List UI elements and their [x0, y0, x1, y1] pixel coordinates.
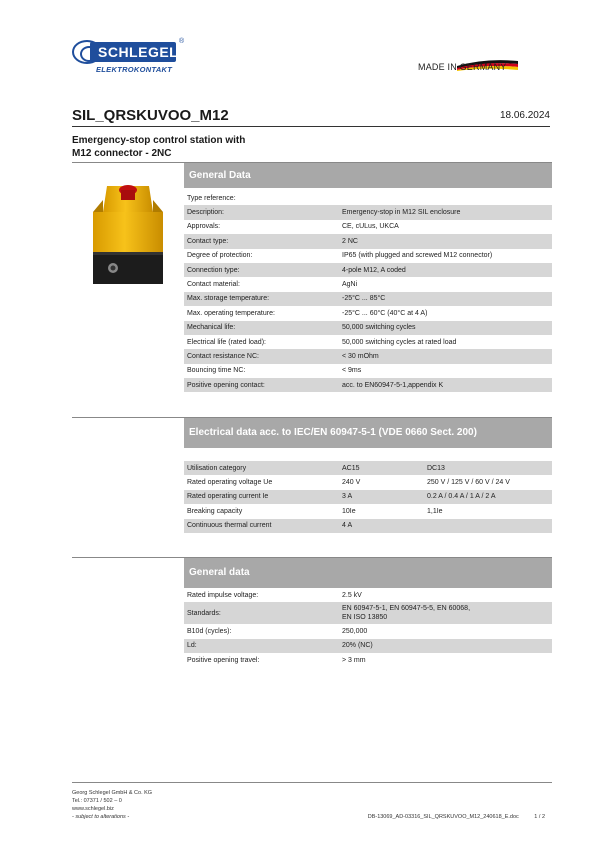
- row-label: Contact material:: [187, 281, 240, 289]
- row-value: Emergency-stop in M12 SIL enclosure: [339, 205, 552, 219]
- schlegel-logo: [72, 40, 184, 76]
- row-label: Contact resistance NC:: [184, 349, 339, 363]
- row-value: [339, 653, 552, 667]
- row-value-dc: 250 V / 125 V / 60 V / 24 V: [427, 479, 510, 487]
- row-value: IP65 (with plugged and screwed M12 connector): [342, 252, 493, 260]
- row-value-line-1: 250,000: [342, 628, 368, 636]
- row-label: Description:: [184, 205, 339, 219]
- row-label: Approvals:: [187, 223, 221, 231]
- document-date: 18.06.2024: [499, 110, 550, 121]
- row-value: < 30 mOhm: [339, 349, 552, 363]
- row-value-ac: AC15: [339, 461, 424, 475]
- general-data-2-heading: General data: [184, 558, 552, 588]
- subtitle-line-1: Emergency-stop control station with: [72, 135, 246, 146]
- logo-wordmark: SCHLEGEL: [90, 42, 176, 62]
- table-row: [184, 588, 552, 602]
- general-data-heading: General Data: [184, 163, 552, 188]
- row-value: CE, cULus, UKCA: [342, 223, 399, 231]
- footer-doc-info: [368, 814, 545, 820]
- row-label: Ld:: [184, 639, 339, 653]
- row-value-line-1: 2.5 kV: [342, 591, 362, 599]
- row-value: 2 NC: [339, 234, 552, 248]
- product-subtitle: [72, 134, 292, 160]
- footer-phone: Tel.: 07371 / 502 – 0: [72, 798, 122, 804]
- row-value-line-1: > 3 mm: [342, 656, 366, 664]
- row-label: Continuous thermal current: [184, 519, 339, 533]
- product-code: SIL_QRSKUVOO_M12: [72, 107, 229, 124]
- table-row: [184, 249, 552, 263]
- table-row: [184, 205, 552, 219]
- table-row: [184, 378, 552, 392]
- row-label: Breaking capacity: [187, 507, 243, 515]
- registered-mark: ®: [179, 38, 185, 45]
- row-value: [339, 602, 552, 624]
- row-value: [339, 588, 552, 602]
- row-label: B10d (cycles):: [187, 628, 232, 636]
- row-value-ac: 4 A: [339, 519, 424, 533]
- row-value-ac: 3 A: [339, 490, 424, 504]
- row-label: Rated operating voltage Ue: [187, 479, 273, 487]
- footer-divider: [72, 782, 552, 783]
- row-label: Max. storage temperature:: [184, 292, 339, 306]
- row-value-dc: 0.2 A / 0.4 A / 1 A / 2 A: [424, 490, 552, 504]
- table-row: [184, 335, 552, 349]
- row-value: < 9ms: [342, 367, 362, 375]
- row-label: Positive opening contact:: [184, 378, 339, 392]
- footer-company: Georg Schlegel GmbH & Co. KG: [72, 790, 153, 796]
- row-label: Type reference:: [187, 194, 236, 202]
- row-label: Max. operating temperature:: [187, 309, 275, 317]
- table-row: [184, 306, 552, 320]
- row-value: [339, 191, 552, 205]
- table-row: [184, 519, 552, 533]
- table-row: [184, 475, 552, 489]
- row-value: -25°C ... 85°C: [339, 292, 552, 306]
- table-row: [184, 220, 552, 234]
- table-row: [184, 490, 552, 504]
- footer-page-number: 1 / 2: [534, 814, 545, 820]
- row-value: AgNi: [342, 281, 358, 289]
- subtitle-line-2: M12 connector - 2NC: [72, 148, 172, 159]
- row-label: Electrical life (rated load):: [187, 338, 266, 346]
- product-image: [85, 172, 170, 292]
- row-label: Mechanical life:: [184, 321, 339, 335]
- row-label: Rated operating current Ie: [184, 490, 339, 504]
- title-row: [72, 107, 550, 127]
- general-data-2-table: [184, 588, 552, 668]
- table-row: [184, 349, 552, 363]
- table-row: [184, 602, 552, 624]
- row-label: Connection type:: [184, 263, 339, 277]
- general-data-table: [184, 191, 552, 392]
- table-row: [184, 191, 552, 205]
- table-row: [184, 364, 552, 378]
- row-label: Bouncing time NC:: [187, 367, 246, 375]
- row-value: acc. to EN60947-5-1,appendix K: [339, 378, 552, 392]
- row-value: [339, 639, 552, 653]
- row-value-line-1: EN 60947-5-1, EN 60947-5-5, EN 60068,: [342, 605, 471, 613]
- row-value-dc: [424, 519, 552, 533]
- row-value-line-1: 20% (NC): [342, 642, 373, 650]
- table-row: [184, 461, 552, 475]
- electrical-data-heading: Electrical data acc. to IEC/EN 60947-5-1 (VDE 0660 Sect. 200): [184, 418, 552, 448]
- table-row: [184, 653, 552, 667]
- row-value: 4-pole M12, A coded: [339, 263, 552, 277]
- row-value-ac: 10Ie: [342, 507, 356, 515]
- row-label: Standards:: [184, 602, 339, 624]
- table-row: [184, 234, 552, 248]
- row-label: Rated impulse voltage:: [187, 591, 259, 599]
- table-row: [184, 624, 552, 638]
- footer-company-info: [72, 789, 152, 821]
- electrical-data-table: [184, 461, 552, 533]
- table-row: [184, 263, 552, 277]
- footer-web: www.schlegel.biz: [72, 806, 114, 812]
- row-value-dc: DC13: [424, 461, 552, 475]
- logo-subtitle: ELEKTROKONTAKT: [96, 65, 173, 74]
- row-value-ac: 240 V: [342, 479, 361, 487]
- row-value-line-2: EN ISO 13850: [342, 614, 388, 622]
- footer-doc-ref: DB-13069_AD-03316_SIL_QRSKUVOO_M12_240618_E.doc: [367, 814, 519, 820]
- footer-note: - subject to alterations -: [72, 814, 130, 820]
- table-row: [184, 292, 552, 306]
- table-row: [184, 639, 552, 653]
- table-row: [184, 504, 552, 518]
- row-value: 50,000 switching cycles at rated load: [342, 338, 457, 346]
- row-label: Degree of protection:: [187, 252, 253, 260]
- table-row: [184, 321, 552, 335]
- row-value-dc: 1,1Ie: [427, 507, 443, 515]
- row-label: Contact type:: [184, 234, 339, 248]
- row-label: Utilisation category: [184, 461, 339, 475]
- made-in-germany: MADE IN GERMANY: [418, 62, 507, 72]
- row-value: -25°C ... 60°C (40°C at 4 A): [342, 309, 428, 317]
- row-label: Positive opening travel:: [187, 656, 260, 664]
- row-value: 50,000 switching cycles: [339, 321, 552, 335]
- table-row: [184, 277, 552, 291]
- row-value: [339, 624, 552, 638]
